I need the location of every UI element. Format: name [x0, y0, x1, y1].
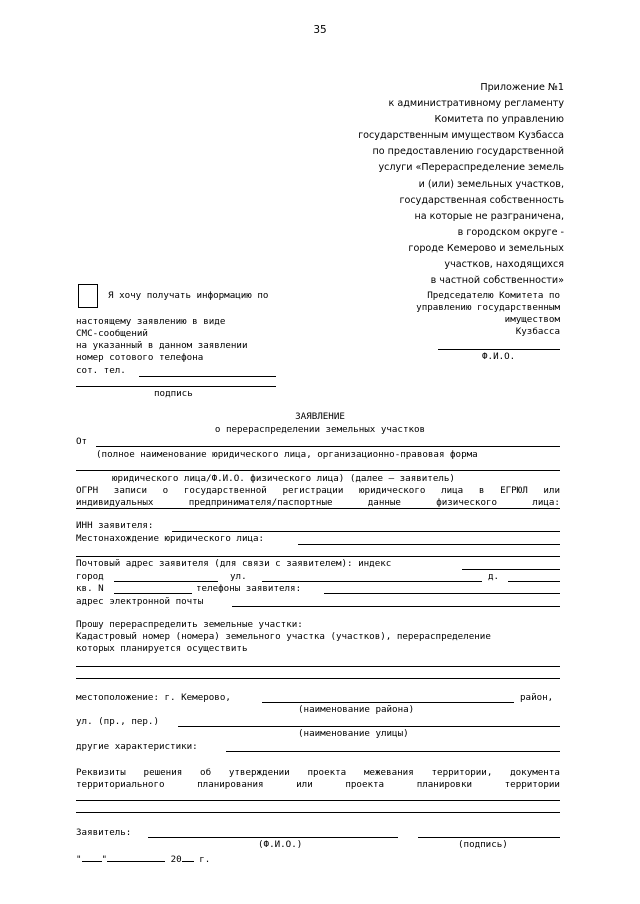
email-label: адрес электронной почты [76, 596, 204, 607]
text-word: в [478, 485, 485, 496]
application-title: ЗАЯВЛЕНИЕ [295, 411, 345, 422]
postal-index-input[interactable] [462, 569, 560, 570]
annex-line: к административному регламенту [388, 98, 564, 110]
decision-input-line-2[interactable] [76, 812, 560, 813]
addressee-line: Председателю Комитета по [427, 290, 560, 301]
postal-label: Почтовый адрес заявителя (для связи с заявителем): индекс [76, 558, 392, 569]
sms-checkbox-label: Я хочу получать информацию по [108, 290, 269, 301]
applicant-fio-caption: (Ф.И.О.) [258, 839, 303, 850]
annex-line: государственная собственность [399, 194, 564, 206]
annex-line: Комитета по управлению [434, 114, 564, 126]
signature-line[interactable] [76, 386, 276, 387]
from-label: От [76, 436, 88, 447]
street-label: ул. [230, 571, 247, 582]
text-word: об [200, 767, 212, 778]
annex-line: в частной собственности» [430, 275, 564, 287]
street-input-line[interactable] [262, 581, 482, 582]
location2-label: местоположение: г. Кемерово, [76, 692, 231, 703]
text-word: проекта [345, 779, 385, 790]
sms-description [76, 316, 247, 364]
request-line-3: которых планируется осуществить [76, 643, 248, 654]
text-word: проекта [307, 767, 347, 778]
city-label: город [76, 571, 104, 582]
annex-header [358, 80, 564, 289]
text-word: или [296, 779, 313, 790]
from-caption-2: юридического лица/Ф.И.О. физического лица) (далее – заявитель) [112, 473, 455, 484]
district-input-line[interactable] [262, 702, 514, 703]
email-input-line[interactable] [232, 606, 560, 607]
annex-line: услуги «Перераспределение земель [378, 162, 564, 174]
sms-description-line: на указанный в данном заявлении [76, 340, 248, 351]
application-subtitle: о перераспределении земельных участков [214, 424, 426, 435]
addressee-block [416, 290, 560, 338]
addressee-line: имуществом [504, 314, 560, 325]
inn-input-line[interactable] [172, 531, 560, 532]
addressee-fio-caption: Ф.И.О. [482, 351, 516, 362]
from-caption-1: (полное наименование юридического лица, организационно-правовая форма [96, 449, 478, 460]
annex-line: в городском округе - [457, 226, 564, 238]
text-word: межевания [363, 767, 414, 778]
street2-input-line[interactable] [178, 726, 560, 727]
decision-input-line-1[interactable] [76, 800, 560, 801]
request-line-1: Прошу перераспределить земельные участки: [76, 619, 303, 630]
text-word: ЕГРЮЛ [500, 485, 528, 496]
annex-line: Приложение №1 [480, 82, 564, 93]
annex-line: государственным имуществом Кузбасса [358, 130, 564, 142]
other-label: другие характеристики: [76, 741, 198, 752]
page-number: 35 [313, 24, 327, 36]
signature-caption: подпись [154, 388, 193, 399]
text-word: регистрации [282, 485, 344, 496]
annex-line: участков, находящихся [444, 259, 564, 271]
apt-label: кв. N [76, 583, 104, 594]
phones-input-line[interactable] [324, 593, 560, 594]
sms-description-line: номер сотового телефона [76, 352, 204, 363]
text-word: территории [504, 779, 560, 790]
district-label: район, [520, 692, 554, 703]
addressee-fio-line[interactable] [438, 349, 560, 350]
sms-checkbox[interactable] [78, 284, 98, 308]
date-row [76, 852, 210, 865]
date-month-input[interactable] [107, 852, 165, 862]
street-caption: (наименование улицы) [298, 728, 409, 739]
ogrn-text-line-1 [76, 485, 560, 496]
text-word: лица: [532, 497, 560, 508]
ogrn-input-line[interactable] [76, 508, 560, 509]
text-word: планирования [197, 779, 264, 790]
date-quote-close: " [101, 854, 108, 865]
ogrn-text-line-2 [76, 497, 560, 508]
sms-description-line: настоящему заявлению в виде [76, 316, 226, 327]
annex-line: и (или) земельных участков, [418, 178, 564, 190]
location-label: Местонахождение юридического лица: [76, 533, 265, 544]
date-suffix: г. [199, 854, 211, 865]
text-word: государственной [183, 485, 267, 496]
applicant-fio-line[interactable] [148, 837, 398, 838]
text-word: индивидуальных [76, 497, 154, 508]
date-quote-open: " [76, 854, 82, 865]
addressee-line: управлению государственным [416, 302, 560, 313]
addressee-line: Кузбасса [515, 326, 560, 337]
street2-label: ул. (пр., пер.) [76, 716, 159, 727]
text-word: физического [436, 497, 498, 508]
inn-label: ИНН заявителя: [76, 520, 154, 531]
text-word: ОГРН [76, 485, 99, 496]
location-input-line-2[interactable] [76, 556, 560, 557]
from-input-line-2[interactable] [76, 470, 560, 471]
request-line-2: Кадастровый номер (номера) земельного участка (участков), перераспределение [76, 631, 491, 642]
annex-line: по предоставлению государственной [372, 146, 564, 158]
cadastral-input-line-1[interactable] [76, 666, 560, 667]
date-year-prefix: 20 [170, 854, 182, 865]
house-label: д. [488, 571, 500, 582]
date-day-input[interactable] [82, 852, 102, 862]
apt-input-line[interactable] [114, 593, 192, 594]
district-caption: (наименование района) [298, 704, 415, 715]
other-input-line[interactable] [226, 751, 560, 752]
sms-description-line: СМС-сообщений [76, 328, 148, 339]
cadastral-input-line-2[interactable] [76, 678, 560, 679]
text-word: данные [367, 497, 401, 508]
phones-label: телефоны заявителя: [196, 583, 302, 594]
from-input-line[interactable] [96, 446, 560, 447]
text-word: планировки [416, 779, 473, 790]
text-word: территории, [431, 767, 493, 778]
phone-label: сот. тел. [76, 365, 126, 376]
text-word: утверждении [228, 767, 290, 778]
decision-text-line-2 [76, 779, 560, 790]
house-input-line[interactable] [508, 581, 560, 582]
text-word: документа [510, 767, 560, 778]
location-input-line[interactable] [298, 544, 560, 545]
phone-input-line[interactable] [139, 376, 276, 377]
annex-line: на которые не разграничена, [414, 210, 564, 222]
text-word: или [543, 485, 560, 496]
city-input-line[interactable] [114, 581, 218, 582]
text-word: о [162, 485, 169, 496]
text-word: Реквизиты [76, 767, 126, 778]
text-word: территориального [76, 779, 165, 790]
applicant-sign-line[interactable] [418, 837, 560, 838]
text-word: юридического [359, 485, 426, 496]
text-word: записи [113, 485, 147, 496]
decision-text-line-1 [76, 767, 560, 778]
text-word: предпринимателя/паспортные [188, 497, 333, 508]
text-word: решения [143, 767, 183, 778]
text-word: лица [441, 485, 464, 496]
applicant-label: Заявитель: [76, 827, 132, 838]
annex-line: городе Кемерово и земельных [408, 242, 564, 254]
date-year-input[interactable] [182, 852, 194, 862]
applicant-sign-caption: (подпись) [458, 839, 508, 850]
